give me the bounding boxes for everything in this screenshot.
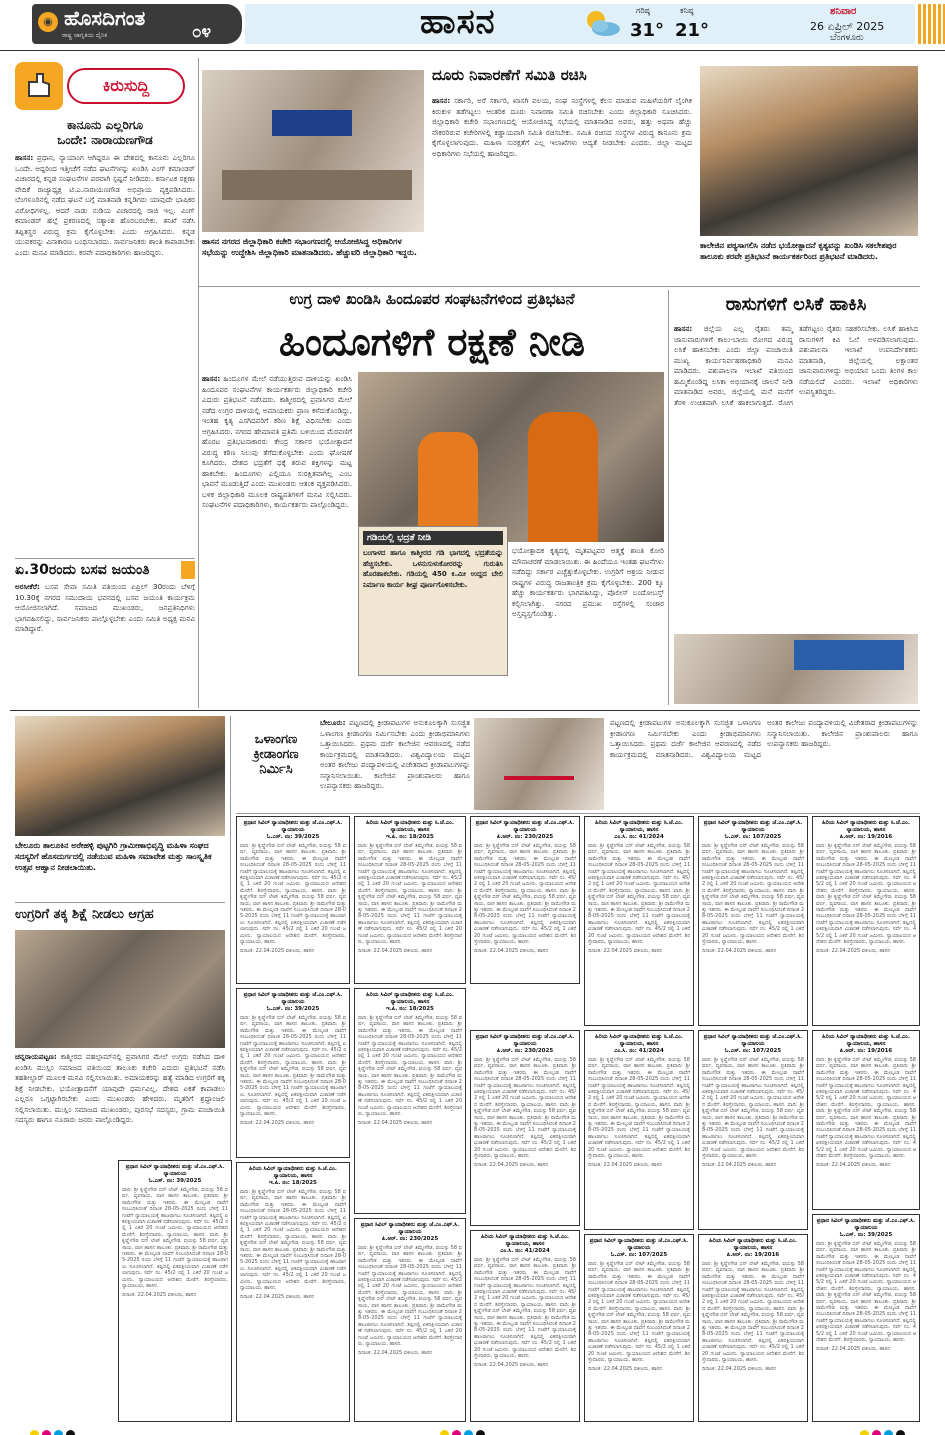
legal-notice-header: ಹಿರಿಯ ಸಿವಿಲ್ ನ್ಯಾಯಾಧೀಶರು ಮತ್ತು ಸಿ.ಜೆ.ಎಂ. ನ್ಯಾಯಾಲಯ, ಹಾಸನ	[595, 1034, 683, 1047]
legal-notice-footer: ದಿನಾಂಕ: 22.04.2025 ವಕೀಲರು, ಹಾಸನ	[474, 1161, 549, 1168]
date-day: ಶನಿವಾರ	[830, 6, 857, 17]
legal-notice-footer: ದಿನಾಂಕ: 22.04.2025 ವಕೀಲರು, ಹಾಸನ	[816, 947, 891, 954]
legal-notice-footer: ದಿನಾಂಕ: 22.04.2025 ವಕೀಲರು, ಹಾಸನ	[702, 1365, 777, 1372]
stadium-body: ಪಟ್ಟಣದಲ್ಲಿ ಕ್ರೀಡಾಪಟುಗಳ ಅನುಕೂಲಕ್ಕಾಗಿ ಸುಸಜ್ಜಿತ ಒಳಾಂಗಣ ಕ್ರೀಡಾಂಗಣ ನಿರ್ಮಿಸಬೇಕು ಎಂದು ಕ್ರೀಡಾಭಿಮಾನಿಗಳು ಒತ್ತಾಯಿಸಿದರು. ಪ್ರಥಮ ದರ್ಜೆ ಕಾಲೇಜಿನ ಆವರಣದಲ್ಲಿ ನಡೆದ ಕಾರ್ಯಕ್ರಮದಲ್ಲಿ ಮಾತನಾಡಿದರು. ವಿಶ್ವವಿದ್ಯಾಲಯ ಮಟ್ಟದ ಅಂತರ ಕಾಲೇಜು ಪಂದ್ಯಾವಳಿಯಲ್ಲಿ ವಿಜೇತರಾದ ಕ್ರೀಡಾಪಟುಗಳನ್ನು ಸನ್ಮಾನಿಸಲಾಯಿತು. ಕಾಲೇಜಿನ ಪ್ರಾಂಶುಪಾಲರು ಹಾಗೂ ಉಪನ್ಯಾಸಕರು ಹಾಜರಿದ್ದರು.	[320, 718, 470, 790]
fold-divider	[10, 710, 920, 711]
temp-max: 31°	[630, 20, 665, 41]
date-full: 26 ಏಪ್ರಿಲ್ 2025	[810, 20, 885, 33]
kirusuddi-banner	[15, 62, 185, 110]
kirusuddi-headline-2: ಒಂದೇ: ನಾರಾಯಣಗೌಡ	[57, 133, 153, 147]
legal-notice-body: ವಾದಿ: ಶ್ರೀ ಕೃಷ್ಣೇಗೌಡ ಬಿನ್ ಲೇಟ್ ತಿಮ್ಮೇಗೌಡ, ವಯಸ್ಸು 58 ವರ್ಷ, ವ್ಯವಸಾಯ, ವಾಸ ಹಾಸನ ತಾಲೂಕು. ಪ್ರತಿವಾದಿ: ಶ್ರೀ ರಾಮೇಗೌಡ ಮತ್ತು ಇತರರು. ಈ ಮೇಲ್ಕಂಡ ದಾವೆಗೆ ಸಂಬಂಧಿಸಿದಂತೆ ದಿನಾಂಕ 28-05-2025 ರಂದು ಬೆಳಿಗ್ಗೆ 11 ಗಂಟೆಗೆ ನ್ಯಾಯಾಲಯಕ್ಕೆ ಹಾಜರಾಗಲು ಸೂಚಿಸಲಾಗಿದೆ. ತಪ್ಪಿದಲ್ಲಿ ಏಕಪಕ್ಷೀಯವಾಗಿ ವಿಚಾರಣೆ ನಡೆಸಲಾಗುವುದು. ಸರ್ವೆ ನಂ. 45/2 ರಲ್ಲಿ 1 ಎಕರೆ 20 ಗುಂಟೆ ಜಮೀನು. ನ್ಯಾಯಾಲಯದ ಆದೇಶದ ಮೇರೆಗೆ. ಶಿರಸ್ತೇದಾರರು, ನ್ಯಾಯಾಲಯ, ಹಾಸನ. ವಾದಿ: ಶ್ರೀ ಕೃಷ್ಣೇಗೌಡ ಬಿನ್ ಲೇಟ್ ತಿಮ್ಮೇಗೌಡ, ವಯಸ್ಸು 58 ವರ್ಷ, ವ್ಯವಸಾಯ, ವಾಸ ಹಾಸನ ತಾಲೂಕು. ಪ್ರತಿವಾದಿ: ಶ್ರೀ ರಾಮೇಗೌಡ ಮತ್ತು ಇತರರು. ಈ ಮೇಲ್ಕಂಡ ದಾವೆಗೆ ಸಂಬಂಧಿಸಿದಂತೆ ದಿನಾಂಕ 28-05-2025 ರಂದು ಬೆಳಿಗ್ಗೆ 11 ಗಂಟೆಗೆ ನ್ಯಾಯಾಲಯಕ್ಕೆ ಹಾಜರಾಗಲು ಸೂಚಿಸಲಾಗಿದೆ. ತಪ್ಪಿದಲ್ಲಿ ಏಕಪಕ್ಷೀಯವಾಗಿ ವಿಚಾರಣೆ ನಡೆಸಲಾಗುವುದು. ಸರ್ವೆ ನಂ. 45/2 ರಲ್ಲಿ 1 ಎಕರೆ 20 ಗುಂಟೆ ಜಮೀನು. ನ್ಯಾಯಾಲಯದ ಆದೇಶದ ಮೇರೆಗೆ. ಶಿರಸ್ತೇದಾರರು, ನ್ಯಾಯಾಲಯ, ಹಾಸನ.	[358, 843, 463, 946]
committee-dateline: ಹಾಸನ:	[432, 96, 451, 105]
legal-notice	[354, 988, 466, 1214]
legal-notice-header: ಪ್ರಧಾನ ಸಿವಿಲ್ ನ್ಯಾಯಾಧೀಶರು ಮತ್ತು ಜೆ.ಎಂ.ಎಫ್.ಸಿ. ನ್ಯಾಯಾಲಯ	[125, 1164, 225, 1177]
logo-emblem-icon: ◉	[38, 12, 58, 32]
protest-photo-right-caption: ಕಾಲೇಜಿನ ಪಠ್ಯಸಾಗಲಿಸಿ ನಡೆದ ಭಯೋತ್ಪಾದನೆ ಕೃತ್ಯವನ್ನು ಖಂಡಿಸಿ ಸಕಲೇಶಪುರ ತಾಲೂಕು ಕರವೇ ಪ್ರತಿಭಟನೆ ಕಾರ್ಯಕರ್ತರಿಂದ ಪ್ರತಿಭಟನೆ ಮಾಡಿದರು.	[700, 241, 897, 261]
legal-notice	[812, 1030, 920, 1210]
main-body-continued: ಭಯೋತ್ಪಾದಕ ಕೃತ್ಯದಲ್ಲಿ ಮೃತಪಟ್ಟವರ ಆತ್ಮಕ್ಕೆ ಶಾಂತಿ ಕೋರಿ ಮೌನಾಚರಣೆ ಮಾಡಲಾಯಿತು. ಈ ಹಿಂದೆಯೂ ಇಂತಹ ಘಟನೆಗಳು ನಡೆದಿದ್ದು ಸರ್ಕಾರ ಎಚ್ಚೆತ್ತುಕೊಳ್ಳಬೇಕು. ಉಗ್ರರಿಗೆ ಆಶ್ರಯ ನೀಡುವ ರಾಷ್ಟ್ರಗಳ ವಿರುದ್ಧ ರಾಜತಾಂತ್ರಿಕ ಕ್ರಮ ಕೈಗೊಳ್ಳಬೇಕು. 200 ಕ್ಕೂ ಹೆಚ್ಚು ಕಾರ್ಯಕರ್ತರು ಭಾಗವಹಿಸಿದ್ದು, ಪೊಲೀಸ್ ಬಂದೋಬಸ್ತ್ ಕಲ್ಪಿಸಲಾಗಿತ್ತು. ನಗರದ ಪ್ರಮುಖ ರಸ್ತೆಗಳಲ್ಲಿ ಸಂಚಾರ ಅಸ್ತವ್ಯಸ್ತಗೊಂಡಿತ್ತು.	[512, 546, 664, 618]
meeting-table	[222, 170, 412, 200]
legal-notice-body: ವಾದಿ: ಶ್ರೀ ಕೃಷ್ಣೇಗೌಡ ಬಿನ್ ಲೇಟ್ ತಿಮ್ಮೇಗೌಡ, ವಯಸ್ಸು 58 ವರ್ಷ, ವ್ಯವಸಾಯ, ವಾಸ ಹಾಸನ ತಾಲೂಕು. ಪ್ರತಿವಾದಿ: ಶ್ರೀ ರಾಮೇಗೌಡ ಮತ್ತು ಇತರರು. ಈ ಮೇಲ್ಕಂಡ ದಾವೆಗೆ ಸಂಬಂಧಿಸಿದಂತೆ ದಿನಾಂಕ 28-05-2025 ರಂದು ಬೆಳಿಗ್ಗೆ 11 ಗಂಟೆಗೆ ನ್ಯಾಯಾಲಯಕ್ಕೆ ಹಾಜರಾಗಲು ಸೂಚಿಸಲಾಗಿದೆ. ತಪ್ಪಿದಲ್ಲಿ ಏಕಪಕ್ಷೀಯವಾಗಿ ವಿಚಾರಣೆ ನಡೆಸಲಾಗುವುದು. ಸರ್ವೆ ನಂ. 45/2 ರಲ್ಲಿ 1 ಎಕರೆ 20 ಗುಂಟೆ ಜಮೀನು. ನ್ಯಾಯಾಲಯದ ಆದೇಶದ ಮೇರೆಗೆ. ಶಿರಸ್ತೇದಾರರು, ನ್ಯಾಯಾಲಯ, ಹಾಸನ. ವಾದಿ: ಶ್ರೀ ಕೃಷ್ಣೇಗೌಡ ಬಿನ್ ಲೇಟ್ ತಿಮ್ಮೇಗೌಡ, ವಯಸ್ಸು 58 ವರ್ಷ, ವ್ಯವಸಾಯ, ವಾಸ ಹಾಸನ ತಾಲೂಕು. ಪ್ರತಿವಾದಿ: ಶ್ರೀ ರಾಮೇಗೌಡ ಮತ್ತು ಇತರರು. ಈ ಮೇಲ್ಕಂಡ ದಾವೆಗೆ ಸಂಬಂಧಿಸಿದಂತೆ ದಿನಾಂಕ 28-05-2025 ರಂದು ಬೆಳಿಗ್ಗೆ 11 ಗಂಟೆಗೆ ನ್ಯಾಯಾಲಯಕ್ಕೆ ಹಾಜರಾಗಲು ಸೂಚಿಸಲಾಗಿದೆ. ತಪ್ಪಿದಲ್ಲಿ ಏಕಪಕ್ಷೀಯವಾಗಿ ವಿಚಾರಣೆ ನಡೆಸಲಾಗುವುದು. ಸರ್ವೆ ನಂ. 45/2 ರಲ್ಲಿ 1 ಎಕರೆ 20 ಗುಂಟೆ ಜಮೀನು. ನ್ಯಾಯಾಲಯದ ಆದೇಶದ ಮೇರೆಗೆ. ಶಿರಸ್ತೇದಾರರು, ನ್ಯಾಯಾಲಯ, ಹಾಸನ.	[240, 1189, 346, 1292]
legal-notice-body: ವಾದಿ: ಶ್ರೀ ಕೃಷ್ಣೇಗೌಡ ಬಿನ್ ಲೇಟ್ ತಿಮ್ಮೇಗೌಡ, ವಯಸ್ಸು 58 ವರ್ಷ, ವ್ಯವಸಾಯ, ವಾಸ ಹಾಸನ ತಾಲೂಕು. ಪ್ರತಿವಾದಿ: ಶ್ರೀ ರಾಮೇಗೌಡ ಮತ್ತು ಇತರರು. ಈ ಮೇಲ್ಕಂಡ ದಾವೆಗೆ ಸಂಬಂಧಿಸಿದಂತೆ ದಿನಾಂಕ 28-05-2025 ರಂದು ಬೆಳಿಗ್ಗೆ 11 ಗಂಟೆಗೆ ನ್ಯಾಯಾಲಯಕ್ಕೆ ಹಾಜರಾಗಲು ಸೂಚಿಸಲಾಗಿದೆ. ತಪ್ಪಿದಲ್ಲಿ ಏಕಪಕ್ಷೀಯವಾಗಿ ವಿಚಾರಣೆ ನಡೆಸಲಾಗುವುದು. ಸರ್ವೆ ನಂ. 45/2 ರಲ್ಲಿ 1 ಎಕರೆ 20 ಗುಂಟೆ ಜಮೀನು. ನ್ಯಾಯಾಲಯದ ಆದೇಶದ ಮೇರೆಗೆ. ಶಿರಸ್ತೇದಾರರು, ನ್ಯಾಯಾಲಯ, ಹಾಸನ. ವಾದಿ: ಶ್ರೀ ಕೃಷ್ಣೇಗೌಡ ಬಿನ್ ಲೇಟ್ ತಿಮ್ಮೇಗೌಡ, ವಯಸ್ಸು 58 ವರ್ಷ, ವ್ಯವಸಾಯ, ವಾಸ ಹಾಸನ ತಾಲೂಕು. ಪ್ರತಿವಾದಿ: ಶ್ರೀ ರಾಮೇಗೌಡ ಮತ್ತು ಇತರರು. ಈ ಮೇಲ್ಕಂಡ ದಾವೆಗೆ ಸಂಬಂಧಿಸಿದಂತೆ ದಿನಾಂಕ 28-05-2025 ರಂದು ಬೆಳಿಗ್ಗೆ 11 ಗಂಟೆಗೆ ನ್ಯಾಯಾಲಯಕ್ಕೆ ಹಾಜರಾಗಲು ಸೂಚಿಸಲಾಗಿದೆ. ತಪ್ಪಿದಲ್ಲಿ ಏಕಪಕ್ಷೀಯವಾಗಿ ವಿಚಾರಣೆ ನಡೆಸಲಾಗುವುದು. ಸರ್ವೆ ನಂ. 45/2 ರಲ್ಲಿ 1 ಎಕರೆ 20 ಗುಂಟೆ ಜಮೀನು. ನ್ಯಾಯಾಲಯದ ಆದೇಶದ ಮೇರೆಗೆ. ಶಿರಸ್ತೇದಾರರು, ನ್ಯಾಯಾಲಯ, ಹಾಸನ.	[358, 1245, 463, 1348]
punishment-body: ಕಾಶ್ಮೀರದ ಪಹಲ್ಗಾಮ್‌ನಲ್ಲಿ ಪ್ರವಾಸಿಗರ ಮೇಲೆ ಉಗ್ರರು ನಡೆಸಿದ ದಾಳಿ ಖಂಡಿಸಿ ಮುಸ್ಲಿಂ ಸಮಾಜದ ವತಿಯಿಂದ ತಾಲೂಕು ಕಚೇರಿ ಎದುರು ಪ್ರತಿಭಟನೆ ನಡೆಸಿ ತಹಶೀಲ್ದಾರ್ ಮೂಲಕ ಮನವಿ ಸಲ್ಲಿಸಲಾಯಿತು. ಅಮಾಯಕರನ್ನು ಹತ್ಯೆ ಮಾಡಿದ ಉಗ್ರರಿಗೆ ತಕ್ಕ ಶಿಕ್ಷೆ ನೀಡಬೇಕು. ಭಯೋತ್ಪಾದನೆಗೆ ಯಾವುದೇ ಧರ್ಮವಿಲ್ಲ. ದೇಶದ ಏಕತೆ ಕಾಪಾಡಲು ಎಲ್ಲರೂ ಒಗ್ಗಟ್ಟಾಗಿರಬೇಕು ಎಂದು ಮುಖಂಡರು ಹೇಳಿದರು. ಮೃತರಿಗೆ ಶ್ರದ್ಧಾಂಜಲಿ ಸಲ್ಲಿಸಲಾಯಿತು. ಮುಸ್ಲಿಂ ಸಮಾಜದ ಮುಖಂಡರು, ಪುರಸಭೆ ಸದಸ್ಯರು, ಗ್ರಾಮ ಪಂಚಾಯಿತಿ ಸದಸ್ಯರು ಹಾಗೂ ನೂರಾರು ಜನರು ಪಾಲ್ಗೊಂಡಿದ್ದರು.	[15, 1052, 225, 1124]
legal-notice-case-number: ಇ.ಪಿ. ನಂ: 18/2025	[386, 1006, 434, 1012]
legal-notice-case-number: ಪಿ.ಅ‌ರ್. ನಂ: 19/2016	[839, 1048, 893, 1054]
paper-tagline: ರಾಷ್ಟ್ರ ಜಾಗೃತಿಯ ದೈನಿಕ	[62, 32, 108, 39]
kirusuddi-label: ಕಿರುಸುದ್ದಿ	[67, 68, 185, 104]
legal-notice-case-number: ಪಿ.ಆ‌ರ್. ನಂ: 230/2025	[381, 1236, 439, 1242]
punishment-dateline: ಚನ್ನರಾಯಪಟ್ಟಣ:	[15, 1052, 57, 1061]
legal-notice-body: ವಾದಿ: ಶ್ರೀ ಕೃಷ್ಣೇಗೌಡ ಬಿನ್ ಲೇಟ್ ತಿಮ್ಮೇಗೌಡ, ವಯಸ್ಸು 58 ವರ್ಷ, ವ್ಯವಸಾಯ, ವಾಸ ಹಾಸನ ತಾಲೂಕು. ಪ್ರತಿವಾದಿ: ಶ್ರೀ ರಾಮೇಗೌಡ ಮತ್ತು ಇತರರು. ಈ ಮೇಲ್ಕಂಡ ದಾವೆಗೆ ಸಂಬಂಧಿಸಿದಂತೆ ದಿನಾಂಕ 28-05-2025 ರಂದು ಬೆಳಿಗ್ಗೆ 11 ಗಂಟೆಗೆ ನ್ಯಾಯಾಲಯಕ್ಕೆ ಹಾಜರಾಗಲು ಸೂಚಿಸಲಾಗಿದೆ. ತಪ್ಪಿದಲ್ಲಿ ಏಕಪಕ್ಷೀಯವಾಗಿ ವಿಚಾರಣೆ ನಡೆಸಲಾಗುವುದು. ಸರ್ವೆ ನಂ. 45/2 ರಲ್ಲಿ 1 ಎಕರೆ 20 ಗುಂಟೆ ಜಮೀನು. ನ್ಯಾಯಾಲಯದ ಆದೇಶದ ಮೇರೆಗೆ. ಶಿರಸ್ತೇದಾರರು, ನ್ಯಾಯಾಲಯ, ಹಾಸನ. ವಾದಿ: ಶ್ರೀ ಕೃಷ್ಣೇಗೌಡ ಬಿನ್ ಲೇಟ್ ತಿಮ್ಮೇಗೌಡ, ವಯಸ್ಸು 58 ವರ್ಷ, ವ್ಯವಸಾಯ, ವಾಸ ಹಾಸನ ತಾಲೂಕು. ಪ್ರತಿವಾದಿ: ಶ್ರೀ ರಾಮೇಗೌಡ ಮತ್ತು ಇತರರು. ಈ ಮೇಲ್ಕಂಡ ದಾವೆಗೆ ಸಂಬಂಧಿಸಿದಂತೆ ದಿನಾಂಕ 28-05-2025 ರಂದು ಬೆಳಿಗ್ಗೆ 11 ಗಂಟೆಗೆ ನ್ಯಾಯಾಲಯಕ್ಕೆ ಹಾಜರಾಗಲು ಸೂಚಿಸಲಾಗಿದೆ. ತಪ್ಪಿದಲ್ಲಿ ಏಕಪಕ್ಷೀಯವಾಗಿ ವಿಚಾರಣೆ ನಡೆಸಲಾಗುವುದು. ಸರ್ವೆ ನಂ. 45/2 ರಲ್ಲಿ 1 ಎಕರೆ 20 ಗುಂಟೆ ಜಮೀನು. ನ್ಯಾಯಾಲಯದ ಆದೇಶದ ಮೇರೆಗೆ. ಶಿರಸ್ತೇದಾರರು, ನ್ಯಾಯಾಲಯ, ಹಾಸನ.	[702, 1057, 804, 1160]
stadium-headline-3: ನಿರ್ಮಿಸಿ	[259, 762, 293, 777]
basava-article	[15, 582, 195, 707]
legal-notice-case-number: ಓ.ಎಸ್. ನಂ: 39/2025	[266, 1006, 320, 1012]
legal-notice	[236, 1162, 350, 1422]
legal-notice-header: ಪ್ರಧಾನ ಸಿವಿಲ್ ನ್ಯಾಯಾಧೀಶರು ಮತ್ತು ಜೆ.ಎಂ.ಎಫ್.ಸಿ. ನ್ಯಾಯಾಲಯ	[475, 1034, 575, 1047]
kirusuddi-headline-1: ಕಾನೂನು ಎಲ್ಲರಿಗೂ	[66, 118, 144, 132]
saffron-scarf-2	[528, 412, 598, 542]
legal-notice-header: ಹಿರಿಯ ಸಿವಿಲ್ ನ್ಯಾಯಾಧೀಶರು ಮತ್ತು ಸಿ.ಜೆ.ಎಂ. ನ್ಯಾಯಾಲಯ, ಹಾಸನ	[249, 1166, 337, 1179]
main-headline: ಹಿಂದೂಗಳಿಗೆ ರಕ್ಷಣೆ ನೀಡಿ	[279, 320, 585, 364]
temp-min: 21°	[675, 20, 710, 41]
pointing-hand-icon	[15, 62, 63, 110]
legal-notice-header: ಪ್ರಧಾನ ಸಿವಿಲ್ ನ್ಯಾಯಾಧೀಶರು ಮತ್ತು ಜೆ.ಎಂ.ಎಫ್.ಸಿ. ನ್ಯಾಯಾಲಯ	[589, 1238, 689, 1251]
stadium-photo	[474, 718, 604, 810]
legal-notice	[354, 1218, 466, 1422]
legal-notice-footer: ದಿನಾಂಕ: 22.04.2025 ವಕೀಲರು, ಹಾಸನ	[816, 1345, 891, 1352]
legal-notice-case-number: ಓ.ಎಸ್. ನಂ: 39/2025	[839, 1232, 893, 1238]
committee-body: ಸರ್ಕಾರಿ, ಅರೆ ಸರ್ಕಾರಿ, ಖಾಸಗಿ ವಲಯ, ಸಂಘ ಸಂಸ್ಥೆಗಳಲ್ಲಿ ಕೆಲಸ ಮಾಡುವ ಮಹಿಳೆಯರಿಗೆ ಲೈಂಗಿಕ ಕಿರುಕುಳ ತಡೆಗಟ್ಟಲು ಆಂತರಿಕ ದೂರು ನಿವಾರಣಾ ಸಮಿತಿ ರಚಿಸಬೇಕು ಎಂದು ಜಿಲ್ಲಾಧಿಕಾರಿ ಸೂಚಿಸಿದರು. ಜಿಲ್ಲಾಧಿಕಾರಿ ಕಚೇರಿ ಸಭಾಂಗಣದಲ್ಲಿ ಆಯೋಜಿಸಿದ್ದ ಸಭೆಯಲ್ಲಿ ಮಾತನಾಡಿದ ಅವರು, ಹತ್ತು ಅಥವಾ ಹೆಚ್ಚು ನೌಕರರಿರುವ ಕಚೇರಿಗಳಲ್ಲಿ ಕಡ್ಡಾಯವಾಗಿ ಸಮಿತಿ ರಚಿಸಬೇಕು. ಸಮಿತಿ ರಚಿಸದ ಸಂಸ್ಥೆಗಳ ವಿರುದ್ಧ ಕಾನೂನು ಕ್ರಮ ಕೈಗೊಳ್ಳಲಾಗುವುದು. ಮಹಿಳಾ ಸುರಕ್ಷತೆಗೆ ಎಲ್ಲ ಇಲಾಖೆಗಳು ಆದ್ಯತೆ ನೀಡಬೇಕು ಎಂದರು. ಜಿಲ್ಲಾ ಮಟ್ಟದ ಅಧಿಕಾರಿಗಳು ಸಭೆಯಲ್ಲಿ ಹಾಜರಿದ್ದರು.	[432, 96, 692, 158]
legal-notice-body: ವಾದಿ: ಶ್ರೀ ಕೃಷ್ಣೇಗೌಡ ಬಿನ್ ಲೇಟ್ ತಿಮ್ಮೇಗೌಡ, ವಯಸ್ಸು 58 ವರ್ಷ, ವ್ಯವಸಾಯ, ವಾಸ ಹಾಸನ ತಾಲೂಕು. ಪ್ರತಿವಾದಿ: ಶ್ರೀ ರಾಮೇಗೌಡ ಮತ್ತು ಇತರರು. ಈ ಮೇಲ್ಕಂಡ ದಾವೆಗೆ ಸಂಬಂಧಿಸಿದಂತೆ ದಿನಾಂಕ 28-05-2025 ರಂದು ಬೆಳಿಗ್ಗೆ 11 ಗಂಟೆಗೆ ನ್ಯಾಯಾಲಯಕ್ಕೆ ಹಾಜರಾಗಲು ಸೂಚಿಸಲಾಗಿದೆ. ತಪ್ಪಿದಲ್ಲಿ ಏಕಪಕ್ಷೀಯವಾಗಿ ವಿಚಾರಣೆ ನಡೆಸಲಾಗುವುದು. ಸರ್ವೆ ನಂ. 45/2 ರಲ್ಲಿ 1 ಎಕರೆ 20 ಗುಂಟೆ ಜಮೀನು. ನ್ಯಾಯಾಲಯದ ಆದೇಶದ ಮೇರೆಗೆ. ಶಿರಸ್ತೇದಾರರು, ನ್ಯಾಯಾಲಯ, ಹಾಸನ. ವಾದಿ: ಶ್ರೀ ಕೃಷ್ಣೇಗೌಡ ಬಿನ್ ಲೇಟ್ ತಿಮ್ಮೇಗೌಡ, ವಯಸ್ಸು 58 ವರ್ಷ, ವ್ಯವಸಾಯ, ವಾಸ ಹಾಸನ ತಾಲೂಕು. ಪ್ರತಿವಾದಿ: ಶ್ರೀ ರಾಮೇಗೌಡ ಮತ್ತು ಇತರರು. ಈ ಮೇಲ್ಕಂಡ ದಾವೆಗೆ ಸಂಬಂಧಿಸಿದಂತೆ ದಿನಾಂಕ 28-05-2025 ರಂದು ಬೆಳಿಗ್ಗೆ 11 ಗಂಟೆಗೆ ನ್ಯಾಯಾಲಯಕ್ಕೆ ಹಾಜರಾಗಲು ಸೂಚಿಸಲಾಗಿದೆ. ತಪ್ಪಿದಲ್ಲಿ ಏಕಪಕ್ಷೀಯವಾಗಿ ವಿಚಾರಣೆ ನಡೆಸಲಾಗುವುದು. ಸರ್ವೆ ನಂ. 45/2 ರಲ್ಲಿ 1 ಎಕರೆ 20 ಗುಂಟೆ ಜಮೀನು. ನ್ಯಾಯಾಲಯದ ಆದೇಶದ ಮೇರೆಗೆ. ಶಿರಸ್ತೇದಾರರು, ನ್ಯಾಯಾಲಯ, ಹಾಸನ.	[588, 1057, 690, 1160]
main-article	[202, 374, 352, 704]
legal-notice-case-number: ಪಿ.ಅ‌ರ್. ನಂ: 19/2016	[726, 1252, 780, 1258]
kirusuddi-body: ಪ್ರಧಾನ, ನ್ಯಾಯಾಂಗ ಆಗಿದ್ದರೂ ಈ ದೇಶದಲ್ಲಿ ಕಾನೂನು ಎಲ್ಲರಿಗೂ ಒಂದೇ. ಆದ್ದರಿಂದ ಇತ್ತೀಚೆಗೆ ನಡೆದ ಘಟನೆಗಳನ್ನು ಖಂಡಿಸಿ ವಿಂಗ್ ಕಮಾಂಡರ್ ವಿಚಾರದಲ್ಲಿ ಕನ್ನಡ ಸಂಘಟನೆಗಳ ಪರವಾಗಿ ಸ್ಪಷ್ಟನೆ ನೀಡಿದರು. ಕರ್ನಾಟಕ ರಕ್ಷಣಾ ವೇದಿಕೆ ರಾಜ್ಯಾಧ್ಯಕ್ಷ ಟಿ.ಎ.ನಾರಾಯಣಗೌಡ ಅಭಿಪ್ರಾಯ ವ್ಯಕ್ತಪಡಿಸಿದರು. ಬೆಂಗಳೂರಿನಲ್ಲಿ ನಡೆದ ಘಟನೆ ಬಗ್ಗೆ ಮಾತನಾಡಿ ಕನ್ನಡಿಗರು ಯಾವುದೇ ಭಾಷಿಕರ ವಿರೋಧಿಗಳಲ್ಲ. ಆದರೆ ನಾಡು ನುಡಿಯ ವಿಚಾರದಲ್ಲಿ ರಾಜಿ ಇಲ್ಲ. ವಿಂಗ್ ಕಮಾಂಡರ್ ಹಲ್ಲೆ ಪ್ರಕರಣದಲ್ಲಿ ಸತ್ಯಾಂಶ ಹೊರಬರಬೇಕು. ತನಿಖೆ ನಡೆಸಿ ತಪ್ಪಿತಸ್ಥರ ವಿರುದ್ಧ ಕ್ರಮ ಕೈಗೊಳ್ಳಬೇಕು ಎಂದು ಆಗ್ರಹಿಸಿದರು. ಕನ್ನಡ ಯುವಕರನ್ನು ವಿನಾಕಾರಣ ಬಂಧಿಸಬಾರದು. ಸಾರ್ವಜನಿಕರು ಶಾಂತಿ ಕಾಪಾಡಬೇಕು ಎಂದು ಮನವಿ ಮಾಡಿದರು. ಕರವೇ ಪದಾಧಿಕಾರಿಗಳು ಹಾಜರಿದ್ದರು.	[15, 153, 195, 257]
committee-article	[432, 96, 692, 282]
legal-notice	[698, 1030, 808, 1230]
stadium-headline-2: ಕ್ರೀಡಾಂಗಣ	[253, 747, 299, 762]
legal-notice-header: ಪ್ರಧಾನ ಸಿವಿಲ್ ನ್ಯಾಯಾಧೀಶರು ಮತ್ತು ಜೆ.ಎಂ.ಎಫ್.ಸಿ. ನ್ಯಾಯಾಲಯ	[703, 820, 803, 833]
partly-cloudy-icon	[580, 8, 624, 38]
legal-notice-body: ವಾದಿ: ಶ್ರೀ ಕೃಷ್ಣೇಗೌಡ ಬಿನ್ ಲೇಟ್ ತಿಮ್ಮೇಗೌಡ, ವಯಸ್ಸು 58 ವರ್ಷ, ವ್ಯವಸಾಯ, ವಾಸ ಹಾಸನ ತಾಲೂಕು. ಪ್ರತಿವಾದಿ: ಶ್ರೀ ರಾಮೇಗೌಡ ಮತ್ತು ಇತರರು. ಈ ಮೇಲ್ಕಂಡ ದಾವೆಗೆ ಸಂಬಂಧಿಸಿದಂತೆ ದಿನಾಂಕ 28-05-2025 ರಂದು ಬೆಳಿಗ್ಗೆ 11 ಗಂಟೆಗೆ ನ್ಯಾಯಾಲಯಕ್ಕೆ ಹಾಜರಾಗಲು ಸೂಚಿಸಲಾಗಿದೆ. ತಪ್ಪಿದಲ್ಲಿ ಏಕಪಕ್ಷೀಯವಾಗಿ ವಿಚಾರಣೆ ನಡೆಸಲಾಗುವುದು. ಸರ್ವೆ ನಂ. 45/2 ರಲ್ಲಿ 1 ಎಕರೆ 20 ಗುಂಟೆ ಜಮೀನು. ನ್ಯಾಯಾಲಯದ ಆದೇಶದ ಮೇರೆಗೆ. ಶಿರಸ್ತೇದಾರರು, ನ್ಯಾಯಾಲಯ, ಹಾಸನ. ವಾದಿ: ಶ್ರೀ ಕೃಷ್ಣೇಗೌಡ ಬಿನ್ ಲೇಟ್ ತಿಮ್ಮೇಗೌಡ, ವಯಸ್ಸು 58 ವರ್ಷ, ವ್ಯವಸಾಯ, ವಾಸ ಹಾಸನ ತಾಲೂಕು. ಪ್ರತಿವಾದಿ: ಶ್ರೀ ರಾಮೇಗೌಡ ಮತ್ತು ಇತರರು. ಈ ಮೇಲ್ಕಂಡ ದಾವೆಗೆ ಸಂಬಂಧಿಸಿದಂತೆ ದಿನಾಂಕ 28-05-2025 ರಂದು ಬೆಳಿಗ್ಗೆ 11 ಗಂಟೆಗೆ ನ್ಯಾಯಾಲಯಕ್ಕೆ ಹಾಜರಾಗಲು ಸೂಚಿಸಲಾಗಿದೆ. ತಪ್ಪಿದಲ್ಲಿ ಏಕಪಕ್ಷೀಯವಾಗಿ ವಿಚಾರಣೆ ನಡೆಸಲಾಗುವುದು. ಸರ್ವೆ ನಂ. 45/2 ರಲ್ಲಿ 1 ಎಕರೆ 20 ಗುಂಟೆ ಜಮೀನು. ನ್ಯಾಯಾಲಯದ ಆದೇಶದ ಮೇರೆಗೆ. ಶಿರಸ್ತೇದಾರರು, ನ್ಯಾಯಾಲಯ, ಹಾಸನ.	[474, 1257, 576, 1360]
legal-notice-header: ಹಿರಿಯ ಸಿವಿಲ್ ನ್ಯಾಯಾಧೀಶರು ಮತ್ತು ಸಿ.ಜೆ.ಎಂ. ನ್ಯಾಯಾಲಯ, ಹಾಸನ	[366, 820, 454, 833]
legal-notice-body: ವಾದಿ: ಶ್ರೀ ಕೃಷ್ಣೇಗೌಡ ಬಿನ್ ಲೇಟ್ ತಿಮ್ಮೇಗೌಡ, ವಯಸ್ಸು 58 ವರ್ಷ, ವ್ಯವಸಾಯ, ವಾಸ ಹಾಸನ ತಾಲೂಕು. ಪ್ರತಿವಾದಿ: ಶ್ರೀ ರಾಮೇಗೌಡ ಮತ್ತು ಇತರರು. ಈ ಮೇಲ್ಕಂಡ ದಾವೆಗೆ ಸಂಬಂಧಿಸಿದಂತೆ ದಿನಾಂಕ 28-05-2025 ರಂದು ಬೆಳಿಗ್ಗೆ 11 ಗಂಟೆಗೆ ನ್ಯಾಯಾಲಯಕ್ಕೆ ಹಾಜರಾಗಲು ಸೂಚಿಸಲಾಗಿದೆ. ತಪ್ಪಿದಲ್ಲಿ ಏಕಪಕ್ಷೀಯವಾಗಿ ವಿಚಾರಣೆ ನಡೆಸಲಾಗುವುದು. ಸರ್ವೆ ನಂ. 45/2 ರಲ್ಲಿ 1 ಎಕರೆ 20 ಗುಂಟೆ ಜಮೀನು. ನ್ಯಾಯಾಲಯದ ಆದೇಶದ ಮೇರೆಗೆ. ಶಿರಸ್ತೇದಾರರು, ನ್ಯಾಯಾಲಯ, ಹಾಸನ. ವಾದಿ: ಶ್ರೀ ಕೃಷ್ಣೇಗೌಡ ಬಿನ್ ಲೇಟ್ ತಿಮ್ಮೇಗೌಡ, ವಯಸ್ಸು 58 ವರ್ಷ, ವ್ಯವಸಾಯ, ವಾಸ ಹಾಸನ ತಾಲೂಕು. ಪ್ರತಿವಾದಿ: ಶ್ರೀ ರಾಮೇಗೌಡ ಮತ್ತು ಇತರರು. ಈ ಮೇಲ್ಕಂಡ ದಾವೆಗೆ ಸಂಬಂಧಿಸಿದಂತೆ ದಿನಾಂಕ 28-05-2025 ರಂದು ಬೆಳಿಗ್ಗೆ 11 ಗಂಟೆಗೆ ನ್ಯಾಯಾಲಯಕ್ಕೆ ಹಾಜರಾಗಲು ಸೂಚಿಸಲಾಗಿದೆ. ತಪ್ಪಿದಲ್ಲಿ ಏಕಪಕ್ಷೀಯವಾಗಿ ವಿಚಾರಣೆ ನಡೆಸಲಾಗುವುದು. ಸರ್ವೆ ನಂ. 45/2 ರಲ್ಲಿ 1 ಎಕರೆ 20 ಗುಂಟೆ ಜಮೀನು. ನ್ಯಾಯಾಲಯದ ಆದೇಶದ ಮೇರೆಗೆ. ಶಿರಸ್ತೇದಾರರು, ನ್ಯಾಯಾಲಯ, ಹಾಸನ.	[474, 1057, 576, 1160]
legal-notice-case-number: ಓ.ಎಸ್. ನಂ: 107/2025	[724, 834, 782, 840]
legal-notice-case-number: ಓ.ಎಸ್. ನಂ: 107/2025	[610, 1252, 668, 1258]
legal-notice	[812, 1214, 920, 1422]
legal-notice-case-number: ಓ.ಎಸ್. ನಂ: 107/2025	[724, 1048, 782, 1054]
legal-notice-footer: ದಿನಾಂಕ: 22.04.2025 ವಕೀಲರು, ಹಾಸನ	[240, 1293, 315, 1300]
legal-notice-case-number: ಎಂ.ಸಿ. ನಂ: 41/2024	[500, 1248, 550, 1254]
kirusuddi-article	[15, 153, 195, 553]
orange-marker	[181, 561, 195, 579]
paper-logo	[32, 4, 242, 44]
page-number: ೦೪	[192, 22, 212, 42]
legal-notice-body: ವಾದಿ: ಶ್ರೀ ಕೃಷ್ಣೇಗೌಡ ಬಿನ್ ಲೇಟ್ ತಿಮ್ಮೇಗೌಡ, ವಯಸ್ಸು 58 ವರ್ಷ, ವ್ಯವಸಾಯ, ವಾಸ ಹಾಸನ ತಾಲೂಕು. ಪ್ರತಿವಾದಿ: ಶ್ರೀ ರಾಮೇಗೌಡ ಮತ್ತು ಇತರರು. ಈ ಮೇಲ್ಕಂಡ ದಾವೆಗೆ ಸಂಬಂಧಿಸಿದಂತೆ ದಿನಾಂಕ 28-05-2025 ರಂದು ಬೆಳಿಗ್ಗೆ 11 ಗಂಟೆಗೆ ನ್ಯಾಯಾಲಯಕ್ಕೆ ಹಾಜರಾಗಲು ಸೂಚಿಸಲಾಗಿದೆ. ತಪ್ಪಿದಲ್ಲಿ ಏಕಪಕ್ಷೀಯವಾಗಿ ವಿಚಾರಣೆ ನಡೆಸಲಾಗುವುದು. ಸರ್ವೆ ನಂ. 45/2 ರಲ್ಲಿ 1 ಎಕರೆ 20 ಗುಂಟೆ ಜಮೀನು. ನ್ಯಾಯಾಲಯದ ಆದೇಶದ ಮೇರೆಗೆ. ಶಿರಸ್ತೇದಾರರು, ನ್ಯಾಯಾಲಯ, ಹಾಸನ. ವಾದಿ: ಶ್ರೀ ಕೃಷ್ಣೇಗೌಡ ಬಿನ್ ಲೇಟ್ ತಿಮ್ಮೇಗೌಡ, ವಯಸ್ಸು 58 ವರ್ಷ, ವ್ಯವಸಾಯ, ವಾಸ ಹಾಸನ ತಾಲೂಕು. ಪ್ರತಿವಾದಿ: ಶ್ರೀ ರಾಮೇಗೌಡ ಮತ್ತು ಇತರರು. ಈ ಮೇಲ್ಕಂಡ ದಾವೆಗೆ ಸಂಬಂಧಿಸಿದಂತೆ ದಿನಾಂಕ 28-05-2025 ರಂದು ಬೆಳಿಗ್ಗೆ 11 ಗಂಟೆಗೆ ನ್ಯಾಯಾಲಯಕ್ಕೆ ಹಾಜರಾಗಲು ಸೂಚಿಸಲಾಗಿದೆ. ತಪ್ಪಿದಲ್ಲಿ ಏಕಪಕ್ಷೀಯವಾಗಿ ವಿಚಾರಣೆ ನಡೆಸಲಾಗುವುದು. ಸರ್ವೆ ನಂ. 45/2 ರಲ್ಲಿ 1 ಎಕರೆ 20 ಗುಂಟೆ ಜಮೀನು. ನ್ಯಾಯಾಲಯದ ಆದೇಶದ ಮೇರೆಗೆ. ಶಿರಸ್ತೇದಾರರು, ನ್ಯಾಯಾಲಯ, ಹಾಸನ.	[816, 843, 916, 946]
stadium-headline	[236, 718, 316, 810]
legal-notice-body: ವಾದಿ: ಶ್ರೀ ಕೃಷ್ಣೇಗೌಡ ಬಿನ್ ಲೇಟ್ ತಿಮ್ಮೇಗೌಡ, ವಯಸ್ಸು 58 ವರ್ಷ, ವ್ಯವಸಾಯ, ವಾಸ ಹಾಸನ ತಾಲೂಕು. ಪ್ರತಿವಾದಿ: ಶ್ರೀ ರಾಮೇಗೌಡ ಮತ್ತು ಇತರರು. ಈ ಮೇಲ್ಕಂಡ ದಾವೆಗೆ ಸಂಬಂಧಿಸಿದಂತೆ ದಿನಾಂಕ 28-05-2025 ರಂದು ಬೆಳಿಗ್ಗೆ 11 ಗಂಟೆಗೆ ನ್ಯಾಯಾಲಯಕ್ಕೆ ಹಾಜರಾಗಲು ಸೂಚಿಸಲಾಗಿದೆ. ತಪ್ಪಿದಲ್ಲಿ ಏಕಪಕ್ಷೀಯವಾಗಿ ವಿಚಾರಣೆ ನಡೆಸಲಾಗುವುದು. ಸರ್ವೆ ನಂ. 45/2 ರಲ್ಲಿ 1 ಎಕರೆ 20 ಗುಂಟೆ ಜಮೀನು. ನ್ಯಾಯಾಲಯದ ಆದೇಶದ ಮೇರೆಗೆ. ಶಿರಸ್ತೇದಾರರು, ನ್ಯಾಯಾಲಯ, ಹಾಸನ. ವಾದಿ: ಶ್ರೀ ಕೃಷ್ಣೇಗೌಡ ಬಿನ್ ಲೇಟ್ ತಿಮ್ಮೇಗೌಡ, ವಯಸ್ಸು 58 ವರ್ಷ, ವ್ಯವಸಾಯ, ವಾಸ ಹಾಸನ ತಾಲೂಕು. ಪ್ರತಿವಾದಿ: ಶ್ರೀ ರಾಮೇಗೌಡ ಮತ್ತು ಇತರರು. ಈ ಮೇಲ್ಕಂಡ ದಾವೆಗೆ ಸಂಬಂಧಿಸಿದಂತೆ ದಿನಾಂಕ 28-05-2025 ರಂದು ಬೆಳಿಗ್ಗೆ 11 ಗಂಟೆಗೆ ನ್ಯಾಯಾಲಯಕ್ಕೆ ಹಾಜರಾಗಲು ಸೂಚಿಸಲಾಗಿದೆ. ತಪ್ಪಿದಲ್ಲಿ ಏಕಪಕ್ಷೀಯವಾಗಿ ವಿಚಾರಣೆ ನಡೆಸಲಾಗುವುದು. ಸರ್ವೆ ನಂ. 45/2 ರಲ್ಲಿ 1 ಎಕರೆ 20 ಗುಂಟೆ ಜಮೀನು. ನ್ಯಾಯಾಲಯದ ಆದೇಶದ ಮೇರೆಗೆ. ಶಿರಸ್ತೇದಾರರು, ನ್ಯಾಯಾಲಯ, ಹಾಸನ.	[474, 843, 576, 946]
legal-notice-body: ವಾದಿ: ಶ್ರೀ ಕೃಷ್ಣೇಗೌಡ ಬಿನ್ ಲೇಟ್ ತಿಮ್ಮೇಗೌಡ, ವಯಸ್ಸು 58 ವರ್ಷ, ವ್ಯವಸಾಯ, ವಾಸ ಹಾಸನ ತಾಲೂಕು. ಪ್ರತಿವಾದಿ: ಶ್ರೀ ರಾಮೇಗೌಡ ಮತ್ತು ಇತರರು. ಈ ಮೇಲ್ಕಂಡ ದಾವೆಗೆ ಸಂಬಂಧಿಸಿದಂತೆ ದಿನಾಂಕ 28-05-2025 ರಂದು ಬೆಳಿಗ್ಗೆ 11 ಗಂಟೆಗೆ ನ್ಯಾಯಾಲಯಕ್ಕೆ ಹಾಜರಾಗಲು ಸೂಚಿಸಲಾಗಿದೆ. ತಪ್ಪಿದಲ್ಲಿ ಏಕಪಕ್ಷೀಯವಾಗಿ ವಿಚಾರಣೆ ನಡೆಸಲಾಗುವುದು. ಸರ್ವೆ ನಂ. 45/2 ರಲ್ಲಿ 1 ಎಕರೆ 20 ಗುಂಟೆ ಜಮೀನು. ನ್ಯಾಯಾಲಯದ ಆದೇಶದ ಮೇರೆಗೆ. ಶಿರಸ್ತೇದಾರರು, ನ್ಯಾಯಾಲಯ, ಹಾಸನ. ವಾದಿ: ಶ್ರೀ ಕೃಷ್ಣೇಗೌಡ ಬಿನ್ ಲೇಟ್ ತಿಮ್ಮೇಗೌಡ, ವಯಸ್ಸು 58 ವರ್ಷ, ವ್ಯವಸಾಯ, ವಾಸ ಹಾಸನ ತಾಲೂಕು. ಪ್ರತಿವಾದಿ: ಶ್ರೀ ರಾಮೇಗೌಡ ಮತ್ತು ಇತರರು. ಈ ಮೇಲ್ಕಂಡ ದಾವೆಗೆ ಸಂಬಂಧಿಸಿದಂತೆ ದಿನಾಂಕ 28-05-2025 ರಂದು ಬೆಳಿಗ್ಗೆ 11 ಗಂಟೆಗೆ ನ್ಯಾಯಾಲಯಕ್ಕೆ ಹಾಜರಾಗಲು ಸೂಚಿಸಲಾಗಿದೆ. ತಪ್ಪಿದಲ್ಲಿ ಏಕಪಕ್ಷೀಯವಾಗಿ ವಿಚಾರಣೆ ನಡೆಸಲಾಗುವುದು. ಸರ್ವೆ ನಂ. 45/2 ರಲ್ಲಿ 1 ಎಕರೆ 20 ಗುಂಟೆ ಜಮೀನು. ನ್ಯಾಯಾಲಯದ ಆದೇಶದ ಮೇರೆಗೆ. ಶಿರಸ್ತೇದಾರರು, ನ್ಯಾಯಾಲಯ, ಹಾಸನ.	[702, 1261, 804, 1364]
legal-notice	[236, 816, 350, 984]
vaccine-headline: ರಾಸುಗಳಿಗೆ ಲಸಿಕೆ ಹಾಕಿಸಿ	[725, 294, 867, 315]
legal-notice	[470, 1030, 580, 1226]
legal-notice-case-number: ಇ.ಪಿ. ನಂ: 18/2025	[269, 1180, 317, 1186]
stadium-dateline: ಬೇಲೂರು:	[320, 718, 346, 727]
legal-notice-footer: ದಿನಾಂಕ: 22.04.2025 ವಕೀಲರು, ಹಾಸನ	[122, 1291, 197, 1298]
legal-notice-header: ಪ್ರಧಾನ ಸಿವಿಲ್ ನ್ಯಾಯಾಧೀಶರು ಮತ್ತು ಜೆ.ಎಂ.ಎಫ್.ಸಿ. ನ್ಯಾಯಾಲಯ	[243, 820, 343, 833]
print-marks-left	[30, 1424, 78, 1434]
legal-notice-body: ವಾದಿ: ಶ್ರೀ ಕೃಷ್ಣೇಗೌಡ ಬಿನ್ ಲೇಟ್ ತಿಮ್ಮೇಗೌಡ, ವಯಸ್ಸು 58 ವರ್ಷ, ವ್ಯವಸಾಯ, ವಾಸ ಹಾಸನ ತಾಲೂಕು. ಪ್ರತಿವಾದಿ: ಶ್ರೀ ರಾಮೇಗೌಡ ಮತ್ತು ಇತರರು. ಈ ಮೇಲ್ಕಂಡ ದಾವೆಗೆ ಸಂಬಂಧಿಸಿದಂತೆ ದಿನಾಂಕ 28-05-2025 ರಂದು ಬೆಳಿಗ್ಗೆ 11 ಗಂಟೆಗೆ ನ್ಯಾಯಾಲಯಕ್ಕೆ ಹಾಜರಾಗಲು ಸೂಚಿಸಲಾಗಿದೆ. ತಪ್ಪಿದಲ್ಲಿ ಏಕಪಕ್ಷೀಯವಾಗಿ ವಿಚಾರಣೆ ನಡೆಸಲಾಗುವುದು. ಸರ್ವೆ ನಂ. 45/2 ರಲ್ಲಿ 1 ಎಕರೆ 20 ಗುಂಟೆ ಜಮೀನು. ನ್ಯಾಯಾಲಯದ ಆದೇಶದ ಮೇರೆಗೆ. ಶಿರಸ್ತೇದಾರರು, ನ್ಯಾಯಾಲಯ, ಹಾಸನ. ವಾದಿ: ಶ್ರೀ ಕೃಷ್ಣೇಗೌಡ ಬಿನ್ ಲೇಟ್ ತಿಮ್ಮೇಗೌಡ, ವಯಸ್ಸು 58 ವರ್ಷ, ವ್ಯವಸಾಯ, ವಾಸ ಹಾಸನ ತಾಲೂಕು. ಪ್ರತಿವಾದಿ: ಶ್ರೀ ರಾಮೇಗೌಡ ಮತ್ತು ಇತರರು. ಈ ಮೇಲ್ಕಂಡ ದಾವೆಗೆ ಸಂಬಂಧಿಸಿದಂತೆ ದಿನಾಂಕ 28-05-2025 ರಂದು ಬೆಳಿಗ್ಗೆ 11 ಗಂಟೆಗೆ ನ್ಯಾಯಾಲಯಕ್ಕೆ ಹಾಜರಾಗಲು ಸೂಚಿಸಲಾಗಿದೆ. ತಪ್ಪಿದಲ್ಲಿ ಏಕಪಕ್ಷೀಯವಾಗಿ ವಿಚಾರಣೆ ನಡೆಸಲಾಗುವುದು. ಸರ್ವೆ ನಂ. 45/2 ರಲ್ಲಿ 1 ಎಕರೆ 20 ಗುಂಟೆ ಜಮೀನು. ನ್ಯಾಯಾಲಯದ ಆದೇಶದ ಮೇರೆಗೆ. ಶಿರಸ್ತೇದಾರರು, ನ್ಯಾಯಾಲಯ, ಹಾಸನ.	[816, 1241, 916, 1344]
section-divider	[198, 286, 920, 287]
legal-notice-header: ಪ್ರಧಾನ ಸಿವಿಲ್ ನ್ಯಾಯಾಧೀಶರು ಮತ್ತು ಜೆ.ಎಂ.ಎಫ್.ಸಿ. ನ್ಯಾಯಾಲಯ	[243, 992, 343, 1005]
legal-notice-case-number: ಪಿ.ಅ‌ರ್. ನಂ: 19/2016	[839, 834, 893, 840]
women-group-caption: ಬೇಲೂರು ತಾಲೂಕಿನ ಅರೇಹಳ್ಳಿ ಪುಟ್ಟಗಿರಿ ಗ್ರಾಮೀಣಾಭಿವೃದ್ಧಿ ಮಹಿಳಾ ಸಂಘದ ಸದಸ್ಯರಿಗೆ ಹೊಸದುರ್ಗದಲ್ಲಿ ನಡೆಯುವ ಮಹಿಳಾ ಸಮಾವೇಶ ಮತ್ತು ಸಾಂಸ್ಕೃತಿಕ ಉತ್ಸವ ಆಹ್ವಾನ ನೀಡಲಾಯಿತು.	[15, 841, 212, 872]
legal-notice	[236, 988, 350, 1158]
legal-notice-footer: ದಿನಾಂಕ: 22.04.2025 ವಕೀಲರು, ಹಾಸನ	[240, 1119, 315, 1126]
edition-title: ಹಾಸನ	[420, 2, 496, 42]
legal-notice-header: ಹಿರಿಯ ಸಿವಿಲ್ ನ್ಯಾಯಾಧೀಶರು ಮತ್ತು ಸಿ.ಜೆ.ಎಂ. ನ್ಯಾಯಾಲಯ, ಹಾಸನ	[595, 820, 683, 833]
legal-notice-header: ಪ್ರಧಾನ ಸಿವಿಲ್ ನ್ಯಾಯಾಧೀಶರು ಮತ್ತು ಜೆ.ಎಂ.ಎಫ್.ಸಿ. ನ್ಯಾಯಾಲಯ	[360, 1222, 460, 1235]
legal-notice	[584, 1234, 694, 1422]
legal-notice-footer: ದಿನಾಂಕ: 22.04.2025 ವಕೀಲರು, ಹಾಸನ	[358, 1349, 433, 1356]
legal-notice-footer: ದಿನಾಂಕ: 22.04.2025 ವಕೀಲರು, ಹಾಸನ	[358, 1119, 433, 1126]
legal-notice-body: ವಾದಿ: ಶ್ರೀ ಕೃಷ್ಣೇಗೌಡ ಬಿನ್ ಲೇಟ್ ತಿಮ್ಮೇಗೌಡ, ವಯಸ್ಸು 58 ವರ್ಷ, ವ್ಯವಸಾಯ, ವಾಸ ಹಾಸನ ತಾಲೂಕು. ಪ್ರತಿವಾದಿ: ಶ್ರೀ ರಾಮೇಗೌಡ ಮತ್ತು ಇತರರು. ಈ ಮೇಲ್ಕಂಡ ದಾವೆಗೆ ಸಂಬಂಧಿಸಿದಂತೆ ದಿನಾಂಕ 28-05-2025 ರಂದು ಬೆಳಿಗ್ಗೆ 11 ಗಂಟೆಗೆ ನ್ಯಾಯಾಲಯಕ್ಕೆ ಹಾಜರಾಗಲು ಸೂಚಿಸಲಾಗಿದೆ. ತಪ್ಪಿದಲ್ಲಿ ಏಕಪಕ್ಷೀಯವಾಗಿ ವಿಚಾರಣೆ ನಡೆಸಲಾಗುವುದು. ಸರ್ವೆ ನಂ. 45/2 ರಲ್ಲಿ 1 ಎಕರೆ 20 ಗುಂಟೆ ಜಮೀನು. ನ್ಯಾಯಾಲಯದ ಆದೇಶದ ಮೇರೆಗೆ. ಶಿರಸ್ತೇದಾರರು, ನ್ಯಾಯಾಲಯ, ಹಾಸನ. ವಾದಿ: ಶ್ರೀ ಕೃಷ್ಣೇಗೌಡ ಬಿನ್ ಲೇಟ್ ತಿಮ್ಮೇಗೌಡ, ವಯಸ್ಸು 58 ವರ್ಷ, ವ್ಯವಸಾಯ, ವಾಸ ಹಾಸನ ತಾಲೂಕು. ಪ್ರತಿವಾದಿ: ಶ್ರೀ ರಾಮೇಗೌಡ ಮತ್ತು ಇತರರು. ಈ ಮೇಲ್ಕಂಡ ದಾವೆಗೆ ಸಂಬಂಧಿಸಿದಂತೆ ದಿನಾಂಕ 28-05-2025 ರಂದು ಬೆಳಿಗ್ಗೆ 11 ಗಂಟೆಗೆ ನ್ಯಾಯಾಲಯಕ್ಕೆ ಹಾಜರಾಗಲು ಸೂಚಿಸಲಾಗಿದೆ. ತಪ್ಪಿದಲ್ಲಿ ಏಕಪಕ್ಷೀಯವಾಗಿ ವಿಚಾರಣೆ ನಡೆಸಲಾಗುವುದು. ಸರ್ವೆ ನಂ. 45/2 ರಲ್ಲಿ 1 ಎಕರೆ 20 ಗುಂಟೆ ಜಮೀನು. ನ್ಯಾಯಾಲಯದ ಆದೇಶದ ಮೇರೆಗೆ. ಶಿರಸ್ತೇದಾರರು, ನ್ಯಾಯಾಲಯ, ಹಾಸನ.	[122, 1187, 228, 1290]
border-inset	[358, 526, 508, 676]
main-dateline: ಹಾಸನ:	[202, 374, 221, 383]
legal-notice-header: ಹಿರಿಯ ಸಿವಿಲ್ ನ್ಯಾಯಾಧೀಶರು ಮತ್ತು ಸಿ.ಜೆ.ಎಂ. ನ್ಯಾಯಾಲಯ, ಹಾಸನ	[481, 1234, 569, 1247]
print-marks-right	[860, 1424, 908, 1434]
legal-notice-footer: ದಿನಾಂಕ: 22.04.2025 ವಕೀಲರು, ಹಾಸನ	[702, 947, 777, 954]
meeting-photo	[202, 70, 424, 232]
legal-notice	[698, 816, 808, 1026]
legal-notice-body: ವಾದಿ: ಶ್ರೀ ಕೃಷ್ಣೇಗೌಡ ಬಿನ್ ಲೇಟ್ ತಿಮ್ಮೇಗೌಡ, ವಯಸ್ಸು 58 ವರ್ಷ, ವ್ಯವಸಾಯ, ವಾಸ ಹಾಸನ ತಾಲೂಕು. ಪ್ರತಿವಾದಿ: ಶ್ರೀ ರಾಮೇಗೌಡ ಮತ್ತು ಇತರರು. ಈ ಮೇಲ್ಕಂಡ ದಾವೆಗೆ ಸಂಬಂಧಿಸಿದಂತೆ ದಿನಾಂಕ 28-05-2025 ರಂದು ಬೆಳಿಗ್ಗೆ 11 ಗಂಟೆಗೆ ನ್ಯಾಯಾಲಯಕ್ಕೆ ಹಾಜರಾಗಲು ಸೂಚಿಸಲಾಗಿದೆ. ತಪ್ಪಿದಲ್ಲಿ ಏಕಪಕ್ಷೀಯವಾಗಿ ವಿಚಾರಣೆ ನಡೆಸಲಾಗುವುದು. ಸರ್ವೆ ನಂ. 45/2 ರಲ್ಲಿ 1 ಎಕರೆ 20 ಗುಂಟೆ ಜಮೀನು. ನ್ಯಾಯಾಲಯದ ಆದೇಶದ ಮೇರೆಗೆ. ಶಿರಸ್ತೇದಾರರು, ನ್ಯಾಯಾಲಯ, ಹಾಸನ. ವಾದಿ: ಶ್ರೀ ಕೃಷ್ಣೇಗೌಡ ಬಿನ್ ಲೇಟ್ ತಿಮ್ಮೇಗೌಡ, ವಯಸ್ಸು 58 ವರ್ಷ, ವ್ಯವಸಾಯ, ವಾಸ ಹಾಸನ ತಾಲೂಕು. ಪ್ರತಿವಾದಿ: ಶ್ರೀ ರಾಮೇಗೌಡ ಮತ್ತು ಇತರರು. ಈ ಮೇಲ್ಕಂಡ ದಾವೆಗೆ ಸಂಬಂಧಿಸಿದಂತೆ ದಿನಾಂಕ 28-05-2025 ರಂದು ಬೆಳಿಗ್ಗೆ 11 ಗಂಟೆಗೆ ನ್ಯಾಯಾಲಯಕ್ಕೆ ಹಾಜರಾಗಲು ಸೂಚಿಸಲಾಗಿದೆ. ತಪ್ಪಿದಲ್ಲಿ ಏಕಪಕ್ಷೀಯವಾಗಿ ವಿಚಾರಣೆ ನಡೆಸಲಾಗುವುದು. ಸರ್ವೆ ನಂ. 45/2 ರಲ್ಲಿ 1 ಎಕರೆ 20 ಗುಂಟೆ ಜಮೀನು. ನ್ಯಾಯಾಲಯದ ಆದೇಶದ ಮೇರೆಗೆ. ಶಿರಸ್ತೇದಾರರು, ನ್ಯಾಯಾಲಯ, ಹಾಸನ.	[588, 843, 690, 946]
punishment-headline: ಉಗ್ರರಿಗೆ ತಕ್ಕ ಶಿಕ್ಷೆ ನೀಡಲು ಆಗ್ರಹ	[15, 907, 154, 922]
basava-headline: ಏ.30ರಂದು ಬಸವ ಜಯಂತಿ	[15, 562, 150, 578]
legal-notice-footer: ದಿನಾಂಕ: 22.04.2025 ವಕೀಲರು, ಹಾಸನ	[474, 1361, 549, 1368]
legal-notice-case-number: ಎಂ.ಸಿ. ನಂ: 41/2024	[614, 1048, 664, 1054]
legal-notice	[470, 816, 580, 984]
basava-dateline: ಅರಸೀಕೆರೆ:	[15, 582, 40, 591]
legal-notice-footer: ದಿನಾಂಕ: 22.04.2025 ವಕೀಲರು, ಹಾಸನ	[816, 1161, 891, 1168]
legal-notice-footer: ದಿನಾಂಕ: 22.04.2025 ವಕೀಲರು, ಹಾಸನ	[240, 947, 315, 954]
kirusuddi-headline	[15, 118, 195, 148]
legal-notice-footer: ದಿನಾಂಕ: 22.04.2025 ವಕೀಲರು, ಹಾಸನ	[588, 947, 663, 954]
legal-notice	[470, 1230, 580, 1422]
legal-notice-body: ವಾದಿ: ಶ್ರೀ ಕೃಷ್ಣೇಗೌಡ ಬಿನ್ ಲೇಟ್ ತಿಮ್ಮೇಗೌಡ, ವಯಸ್ಸು 58 ವರ್ಷ, ವ್ಯವಸಾಯ, ವಾಸ ಹಾಸನ ತಾಲೂಕು. ಪ್ರತಿವಾದಿ: ಶ್ರೀ ರಾಮೇಗೌಡ ಮತ್ತು ಇತರರು. ಈ ಮೇಲ್ಕಂಡ ದಾವೆಗೆ ಸಂಬಂಧಿಸಿದಂತೆ ದಿನಾಂಕ 28-05-2025 ರಂದು ಬೆಳಿಗ್ಗೆ 11 ಗಂಟೆಗೆ ನ್ಯಾಯಾಲಯಕ್ಕೆ ಹಾಜರಾಗಲು ಸೂಚಿಸಲಾಗಿದೆ. ತಪ್ಪಿದಲ್ಲಿ ಏಕಪಕ್ಷೀಯವಾಗಿ ವಿಚಾರಣೆ ನಡೆಸಲಾಗುವುದು. ಸರ್ವೆ ನಂ. 45/2 ರಲ್ಲಿ 1 ಎಕರೆ 20 ಗುಂಟೆ ಜಮೀನು. ನ್ಯಾಯಾಲಯದ ಆದೇಶದ ಮೇರೆಗೆ. ಶಿರಸ್ತೇದಾರರು, ನ್ಯಾಯಾಲಯ, ಹಾಸನ. ವಾದಿ: ಶ್ರೀ ಕೃಷ್ಣೇಗೌಡ ಬಿನ್ ಲೇಟ್ ತಿಮ್ಮೇಗೌಡ, ವಯಸ್ಸು 58 ವರ್ಷ, ವ್ಯವಸಾಯ, ವಾಸ ಹಾಸನ ತಾಲೂಕು. ಪ್ರತಿವಾದಿ: ಶ್ರೀ ರಾಮೇಗೌಡ ಮತ್ತು ಇತರರು. ಈ ಮೇಲ್ಕಂಡ ದಾವೆಗೆ ಸಂಬಂಧಿಸಿದಂತೆ ದಿನಾಂಕ 28-05-2025 ರಂದು ಬೆಳಿಗ್ಗೆ 11 ಗಂಟೆಗೆ ನ್ಯಾಯಾಲಯಕ್ಕೆ ಹಾಜರಾಗಲು ಸೂಚಿಸಲಾಗಿದೆ. ತಪ್ಪಿದಲ್ಲಿ ಏಕಪಕ್ಷೀಯವಾಗಿ ವಿಚಾರಣೆ ನಡೆಸಲಾಗುವುದು. ಸರ್ವೆ ನಂ. 45/2 ರಲ್ಲಿ 1 ಎಕರೆ 20 ಗುಂಟೆ ಜಮೀನು. ನ್ಯಾಯಾಲಯದ ಆದೇಶದ ಮೇರೆಗೆ. ಶಿರಸ್ತೇದಾರರು, ನ್ಯಾಯಾಲಯ, ಹಾಸನ.	[816, 1057, 916, 1160]
main-kicker: ಉಗ್ರ ದಾಳಿ ಖಂಡಿಸಿ ಹಿಂದೂಪರ ಸಂಘಟನೆಗಳಿಂದ ಪ್ರತಿಭಟನೆ	[289, 290, 575, 308]
legal-notice	[118, 1160, 232, 1422]
ribbon	[504, 776, 574, 780]
masthead	[0, 0, 945, 48]
paper-name: ಹೊಸದಿಗಂತ	[64, 6, 146, 30]
legal-notice-footer: ದಿನಾಂಕ: 22.04.2025 ವಕೀಲರು, ಹಾಸನ	[588, 1161, 663, 1168]
masthead-divider	[0, 50, 945, 51]
stadium-body-continued: ಪಟ್ಟಣದಲ್ಲಿ ಕ್ರೀಡಾಪಟುಗಳ ಅನುಕೂಲಕ್ಕಾಗಿ ಸುಸಜ್ಜಿತ ಒಳಾಂಗಣ ಕ್ರೀಡಾಂಗಣ ನಿರ್ಮಿಸಬೇಕು ಎಂದು ಕ್ರೀಡಾಭಿಮಾನಿಗಳು ಒತ್ತಾಯಿಸಿದರು. ಪ್ರಥಮ ದರ್ಜೆ ಕಾಲೇಜಿನ ಆವರಣದಲ್ಲಿ ನಡೆದ ಕಾರ್ಯಕ್ರಮದಲ್ಲಿ ಮಾತನಾಡಿದರು. ವಿಶ್ವವಿದ್ಯಾಲಯ ಮಟ್ಟದ ಅಂತರ ಕಾಲೇಜು ಪಂದ್ಯಾವಳಿಯಲ್ಲಿ ವಿಜೇತರಾದ ಕ್ರೀಡಾಪಟುಗಳನ್ನು ಸನ್ಮಾನಿಸಲಾಯಿತು. ಕಾಲೇಜಿನ ಪ್ರಾಂಶುಪಾಲರು ಹಾಗೂ ಉಪನ್ಯಾಸಕರು ಹಾಜರಿದ್ದರು.	[610, 718, 918, 759]
kirusuddi-dateline: ಹಾಸನ:	[15, 153, 34, 162]
legal-notice-header: ಹಿರಿಯ ಸಿವಿಲ್ ನ್ಯಾಯಾಧೀಶರು ಮತ್ತು ಸಿ.ಜೆ.ಎಂ. ನ್ಯಾಯಾಲಯ, ಹಾಸನ	[822, 820, 910, 833]
print-marks-center	[440, 1424, 488, 1434]
vaccine-dateline: ಹಾಸನ:	[674, 324, 693, 333]
legal-notice-case-number: ಪಿ.ಆ‌ರ್. ನಂ: 230/2025	[496, 834, 554, 840]
protest-photo-right	[700, 66, 918, 236]
basava-body: ಬಸವ ಸೇವಾ ಸಮಿತಿ ವತಿಯಿಂದ ಏಪ್ರಿಲ್ 30ರಂದು ಬೆಳಿಗ್ಗೆ 10.30ಕ್ಕೆ ನಗರದ ಸಮುದಾಯ ಭವನದಲ್ಲಿ ಬಸವ ಜಯಂತಿ ಕಾರ್ಯಕ್ರಮ ಆಯೋಜಿಸಲಾಗಿದೆ. ಸಮಾಜದ ಮುಖಂಡರು, ಜನಪ್ರತಿನಿಧಿಗಳು ಭಾಗವಹಿಸಲಿದ್ದು, ಸಾರ್ವಜನಿಕರು ಪಾಲ್ಗೊಳ್ಳಬೇಕು ಎಂದು ಸಮಿತಿ ಅಧ್ಯಕ್ಷ ಮನವಿ ಮಾಡಿದ್ದಾರೆ.	[15, 582, 195, 633]
legal-notice	[354, 816, 466, 984]
legal-notice-body: ವಾದಿ: ಶ್ರೀ ಕೃಷ್ಣೇಗೌಡ ಬಿನ್ ಲೇಟ್ ತಿಮ್ಮೇಗೌಡ, ವಯಸ್ಸು 58 ವರ್ಷ, ವ್ಯವಸಾಯ, ವಾಸ ಹಾಸನ ತಾಲೂಕು. ಪ್ರತಿವಾದಿ: ಶ್ರೀ ರಾಮೇಗೌಡ ಮತ್ತು ಇತರರು. ಈ ಮೇಲ್ಕಂಡ ದಾವೆಗೆ ಸಂಬಂಧಿಸಿದಂತೆ ದಿನಾಂಕ 28-05-2025 ರಂದು ಬೆಳಿಗ್ಗೆ 11 ಗಂಟೆಗೆ ನ್ಯಾಯಾಲಯಕ್ಕೆ ಹಾಜರಾಗಲು ಸೂಚಿಸಲಾಗಿದೆ. ತಪ್ಪಿದಲ್ಲಿ ಏಕಪಕ್ಷೀಯವಾಗಿ ವಿಚಾರಣೆ ನಡೆಸಲಾಗುವುದು. ಸರ್ವೆ ನಂ. 45/2 ರಲ್ಲಿ 1 ಎಕರೆ 20 ಗುಂಟೆ ಜಮೀನು. ನ್ಯಾಯಾಲಯದ ಆದೇಶದ ಮೇರೆಗೆ. ಶಿರಸ್ತೇದಾರರು, ನ್ಯಾಯಾಲಯ, ಹಾಸನ. ವಾದಿ: ಶ್ರೀ ಕೃಷ್ಣೇಗೌಡ ಬಿನ್ ಲೇಟ್ ತಿಮ್ಮೇಗೌಡ, ವಯಸ್ಸು 58 ವರ್ಷ, ವ್ಯವಸಾಯ, ವಾಸ ಹಾಸನ ತಾಲೂಕು. ಪ್ರತಿವಾದಿ: ಶ್ರೀ ರಾಮೇಗೌಡ ಮತ್ತು ಇತರರು. ಈ ಮೇಲ್ಕಂಡ ದಾವೆಗೆ ಸಂಬಂಧಿಸಿದಂತೆ ದಿನಾಂಕ 28-05-2025 ರಂದು ಬೆಳಿಗ್ಗೆ 11 ಗಂಟೆಗೆ ನ್ಯಾಯಾಲಯಕ್ಕೆ ಹಾಜರಾಗಲು ಸೂಚಿಸಲಾಗಿದೆ. ತಪ್ಪಿದಲ್ಲಿ ಏಕಪಕ್ಷೀಯವಾಗಿ ವಿಚಾರಣೆ ನಡೆಸಲಾಗುವುದು. ಸರ್ವೆ ನಂ. 45/2 ರಲ್ಲಿ 1 ಎಕರೆ 20 ಗುಂಟೆ ಜಮೀನು. ನ್ಯಾಯಾಲಯದ ಆದೇಶದ ಮೇರೆಗೆ. ಶಿರಸ್ತೇದಾರರು, ನ್ಯಾಯಾಲಯ, ಹಾಸನ.	[358, 1015, 463, 1118]
column-rule	[668, 290, 669, 705]
legal-notice-case-number: ಎಂ.ಸಿ. ನಂ: 41/2024	[614, 834, 664, 840]
legal-notice-body: ವಾದಿ: ಶ್ರೀ ಕೃಷ್ಣೇಗೌಡ ಬಿನ್ ಲೇಟ್ ತಿಮ್ಮೇಗೌಡ, ವಯಸ್ಸು 58 ವರ್ಷ, ವ್ಯವಸಾಯ, ವಾಸ ಹಾಸನ ತಾಲೂಕು. ಪ್ರತಿವಾದಿ: ಶ್ರೀ ರಾಮೇಗೌಡ ಮತ್ತು ಇತರರು. ಈ ಮೇಲ್ಕಂಡ ದಾವೆಗೆ ಸಂಬಂಧಿಸಿದಂತೆ ದಿನಾಂಕ 28-05-2025 ರಂದು ಬೆಳಿಗ್ಗೆ 11 ಗಂಟೆಗೆ ನ್ಯಾಯಾಲಯಕ್ಕೆ ಹಾಜರಾಗಲು ಸೂಚಿಸಲಾಗಿದೆ. ತಪ್ಪಿದಲ್ಲಿ ಏಕಪಕ್ಷೀಯವಾಗಿ ವಿಚಾರಣೆ ನಡೆಸಲಾಗುವುದು. ಸರ್ವೆ ನಂ. 45/2 ರಲ್ಲಿ 1 ಎಕರೆ 20 ಗುಂಟೆ ಜಮೀನು. ನ್ಯಾಯಾಲಯದ ಆದೇಶದ ಮೇರೆಗೆ. ಶಿರಸ್ತೇದಾರರು, ನ್ಯಾಯಾಲಯ, ಹಾಸನ. ವಾದಿ: ಶ್ರೀ ಕೃಷ್ಣೇಗೌಡ ಬಿನ್ ಲೇಟ್ ತಿಮ್ಮೇಗೌಡ, ವಯಸ್ಸು 58 ವರ್ಷ, ವ್ಯವಸಾಯ, ವಾಸ ಹಾಸನ ತಾಲೂಕು. ಪ್ರತಿವಾದಿ: ಶ್ರೀ ರಾಮೇಗೌಡ ಮತ್ತು ಇತರರು. ಈ ಮೇಲ್ಕಂಡ ದಾವೆಗೆ ಸಂಬಂಧಿಸಿದಂತೆ ದಿನಾಂಕ 28-05-2025 ರಂದು ಬೆಳಿಗ್ಗೆ 11 ಗಂಟೆಗೆ ನ್ಯಾಯಾಲಯಕ್ಕೆ ಹಾಜರಾಗಲು ಸೂಚಿಸಲಾಗಿದೆ. ತಪ್ಪಿದಲ್ಲಿ ಏಕಪಕ್ಷೀಯವಾಗಿ ವಿಚಾರಣೆ ನಡೆಸಲಾಗುವುದು. ಸರ್ವೆ ನಂ. 45/2 ರಲ್ಲಿ 1 ಎಕರೆ 20 ಗುಂಟೆ ಜಮೀನು. ನ್ಯಾಯಾಲಯದ ಆದೇಶದ ಮೇರೆಗೆ. ಶಿರಸ್ತೇದಾರರು, ನ್ಯಾಯಾಲಯ, ಹಾಸನ.	[702, 843, 804, 946]
vaccine-body: ಜಿಲ್ಲೆಯ ಎಲ್ಲ ರೈತರು ತಮ್ಮ ಜಾನುವಾರುಗಳಿಗೆ ಕಾಲು-ಬಾಯಿ ರೋಗದ ವಿರುದ್ಧ ಲಸಿಕೆ ಹಾಕಿಸಬೇಕು ಎಂದು ಜಿಲ್ಲಾ ಪಂಚಾಯಿತಿ ಮುಖ್ಯ ಕಾರ್ಯನಿರ್ವಹಣಾಧಿಕಾರಿ ಮನವಿ ಮಾಡಿದರು. ಪಶುಪಾಲನಾ ಇಲಾಖೆ ವತಿಯಿಂದ ಹಮ್ಮಿಕೊಂಡಿದ್ದ ಲಸಿಕಾ ಅಭಿಯಾನಕ್ಕೆ ಚಾಲನೆ ನೀಡಿ ಮಾತನಾಡಿದ ಅವರು, ಜಿಲ್ಲೆಯಲ್ಲಿ ಮನೆ ಮನೆಗೆ ತೆರಳಿ ಉಚಿತವಾಗಿ ಲಸಿಕೆ ಹಾಕಲಾಗುತ್ತದೆ. ರೋಗ ತಡೆಗಟ್ಟಲು ರೈತರು ಸಹಕರಿಸಬೇಕು. ಲಸಿಕೆ ಹಾಕಿಸಿದ ರಾಸುಗಳಿಗೆ ಕಿವಿ ಓಲೆ ಅಳವಡಿಸಲಾಗುವುದು. ಪಶುಪಾಲನಾ ಇಲಾಖೆ ಉಪನಿರ್ದೇಶಕರು ಮಾತನಾಡಿ, ಜಿಲ್ಲೆಯಲ್ಲಿ ಲಕ್ಷಾಂತರ ಜಾನುವಾರುಗಳಿದ್ದು ಅಭಿಯಾನ ಒಂದು ತಿಂಗಳ ಕಾಲ ನಡೆಯಲಿದೆ ಎಂದರು. ಇಲಾಖೆ ಅಧಿಕಾರಿಗಳು ಉಪಸ್ಥಿತರಿದ್ದರು.	[674, 324, 918, 407]
legal-notice	[812, 816, 920, 1026]
legal-notice-footer: ದಿನಾಂಕ: 22.04.2025 ವಕೀಲರು, ಹಾಸನ	[358, 947, 433, 954]
legal-notice	[698, 1234, 808, 1422]
legal-notice-case-number: ಓ.ಎಸ್. ನಂ: 39/2025	[148, 1178, 202, 1184]
legal-notice-case-number: ಪಿ.ಆ‌ರ್. ನಂ: 230/2025	[496, 1048, 554, 1054]
legal-notice-header: ಹಿರಿಯ ಸಿವಿಲ್ ನ್ಯಾಯಾಧೀಶರು ಮತ್ತು ಸಿ.ಜೆ.ಎಂ. ನ್ಯಾಯಾಲಯ, ಹಾಸನ	[822, 1034, 910, 1047]
vaccine-banner	[794, 640, 904, 670]
vaccine-photo	[674, 634, 918, 704]
vaccine-article	[674, 324, 918, 630]
inset-body: ಬಂಗಾಳದ ಹಾಗೂ ಕಾಶ್ಮೀರದ ಗಡಿ ಭಾಗದಲ್ಲಿ ಭದ್ರತೆಯನ್ನು ಹೆಚ್ಚಿಸಬೇಕು. ಒಳನುಸುಳುಕೋರರನ್ನು ಗುರುತಿಸಿ ಹೊರಹಾಕಬೇಕು. ಗಡಿಯಲ್ಲಿ 450 ಕಿ.ಮೀ ಉದ್ದದ ಬೇಲಿ ನಿರ್ಮಾಣ ಕಾರ್ಯ ಶೀಘ್ರ ಪೂರ್ಣಗೊಳಿಸಬೇಕು.	[363, 549, 503, 589]
temp-max-label: ಗರಿಷ್ಠ	[636, 6, 650, 15]
punishment-head	[15, 902, 225, 926]
inset-title: ಗಡಿಯಲ್ಲಿ ಭದ್ರತೆ ನೀಡಿ	[363, 531, 503, 545]
deputy-commissioner-board	[272, 110, 352, 136]
legal-notice-body: ವಾದಿ: ಶ್ರೀ ಕೃಷ್ಣೇಗೌಡ ಬಿನ್ ಲೇಟ್ ತಿಮ್ಮೇಗೌಡ, ವಯಸ್ಸು 58 ವರ್ಷ, ವ್ಯವಸಾಯ, ವಾಸ ಹಾಸನ ತಾಲೂಕು. ಪ್ರತಿವಾದಿ: ಶ್ರೀ ರಾಮೇಗೌಡ ಮತ್ತು ಇತರರು. ಈ ಮೇಲ್ಕಂಡ ದಾವೆಗೆ ಸಂಬಂಧಿಸಿದಂತೆ ದಿನಾಂಕ 28-05-2025 ರಂದು ಬೆಳಿಗ್ಗೆ 11 ಗಂಟೆಗೆ ನ್ಯಾಯಾಲಯಕ್ಕೆ ಹಾಜರಾಗಲು ಸೂಚಿಸಲಾಗಿದೆ. ತಪ್ಪಿದಲ್ಲಿ ಏಕಪಕ್ಷೀಯವಾಗಿ ವಿಚಾರಣೆ ನಡೆಸಲಾಗುವುದು. ಸರ್ವೆ ನಂ. 45/2 ರಲ್ಲಿ 1 ಎಕರೆ 20 ಗುಂಟೆ ಜಮೀನು. ನ್ಯಾಯಾಲಯದ ಆದೇಶದ ಮೇರೆಗೆ. ಶಿರಸ್ತೇದಾರರು, ನ್ಯಾಯಾಲಯ, ಹಾಸನ. ವಾದಿ: ಶ್ರೀ ಕೃಷ್ಣೇಗೌಡ ಬಿನ್ ಲೇಟ್ ತಿಮ್ಮೇಗೌಡ, ವಯಸ್ಸು 58 ವರ್ಷ, ವ್ಯವಸಾಯ, ವಾಸ ಹಾಸನ ತಾಲೂಕು. ಪ್ರತಿವಾದಿ: ಶ್ರೀ ರಾಮೇಗೌಡ ಮತ್ತು ಇತರರು. ಈ ಮೇಲ್ಕಂಡ ದಾವೆಗೆ ಸಂಬಂಧಿಸಿದಂತೆ ದಿನಾಂಕ 28-05-2025 ರಂದು ಬೆಳಿಗ್ಗೆ 11 ಗಂಟೆಗೆ ನ್ಯಾಯಾಲಯಕ್ಕೆ ಹಾಜರಾಗಲು ಸೂಚಿಸಲಾಗಿದೆ. ತಪ್ಪಿದಲ್ಲಿ ಏಕಪಕ್ಷೀಯವಾಗಿ ವಿಚಾರಣೆ ನಡೆಸಲಾಗುವುದು. ಸರ್ವೆ ನಂ. 45/2 ರಲ್ಲಿ 1 ಎಕರೆ 20 ಗುಂಟೆ ಜಮೀನು. ನ್ಯಾಯಾಲಯದ ಆದೇಶದ ಮೇರೆಗೆ. ಶಿರಸ್ತೇದಾರರು, ನ್ಯಾಯಾಲಯ, ಹಾಸನ.	[240, 1015, 346, 1118]
legal-notice-header: ಪ್ರಧಾನ ಸಿವಿಲ್ ನ್ಯಾಯಾಧೀಶರು ಮತ್ತು ಜೆ.ಎಂ.ಎಫ್.ಸಿ. ನ್ಯಾಯಾಲಯ	[816, 1218, 916, 1231]
temp-min-label: ಕನಿಷ್ಠ	[680, 6, 694, 15]
column-rule	[198, 58, 199, 708]
punishment-photo	[15, 930, 225, 1048]
legal-notice-footer: ದಿನಾಂಕ: 22.04.2025 ವಕೀಲರು, ಹಾಸನ	[702, 1161, 777, 1168]
notice-divider	[236, 813, 920, 814]
legal-notice-header: ಪ್ರಧಾನ ಸಿವಿಲ್ ನ್ಯಾಯಾಧೀಶರು ಮತ್ತು ಜೆ.ಎಂ.ಎಫ್.ಸಿ. ನ್ಯಾಯಾಲಯ	[475, 820, 575, 833]
legal-notice	[584, 1030, 694, 1230]
main-body: ಹಿಂದೂಗಳ ಮೇಲೆ ನಡೆಯುತ್ತಿರುವ ದಾಳಿಯನ್ನು ಖಂಡಿಸಿ ಹಿಂದೂಪರ ಸಂಘಟನೆಗಳ ಕಾರ್ಯಕರ್ತರು ಜಿಲ್ಲಾಧಿಕಾರಿ ಕಚೇರಿ ಎದುರು ಪ್ರತಿಭಟನೆ ನಡೆಸಿದರು. ಕಾಶ್ಮೀರದಲ್ಲಿ ಪ್ರವಾಸಿಗರ ಮೇಲೆ ನಡೆದ ಉಗ್ರರ ದಾಳಿಯಲ್ಲಿ ಅಮಾಯಕರು ಪ್ರಾಣ ಕಳೆದುಕೊಂಡಿದ್ದು, ಇಂತಹ ಕೃತ್ಯ ಎಸಗಿದವರಿಗೆ ಕಠಿಣ ಶಿಕ್ಷೆ ವಿಧಿಸಬೇಕು ಎಂದು ಆಗ್ರಹಿಸಿದರು. ನಗರದ ಹೇಮಾವತಿ ಪ್ರತಿಮೆ ಬಳಿಯಿಂದ ಮೆರವಣಿಗೆ ಹೊರಟ ಪ್ರತಿಭಟನಾಕಾರರು ಕೇಂದ್ರ ಸರ್ಕಾರ ಭಯೋತ್ಪಾದನೆ ವಿರುದ್ಧ ಕಠಿಣ ನಿಲುವು ತೆಗೆದುಕೊಳ್ಳಬೇಕು ಎಂದು ಘೋಷಣೆ ಕೂಗಿದರು. ದೇಶದ ಭದ್ರತೆಗೆ ಧಕ್ಕೆ ತರುವ ಶಕ್ತಿಗಳನ್ನು ಮಟ್ಟ ಹಾಕಬೇಕು. ಹಿಂದೂಗಳು ಎಲ್ಲಿಯೂ ಸುರಕ್ಷಿತವಾಗಿಲ್ಲ ಎಂಬ ಭಾವನೆ ಮೂಡುತ್ತಿದೆ ಎಂದು ಮುಖಂಡರು ಆತಂಕ ವ್ಯಕ್ತಪಡಿಸಿದರು. ಬಳಿಕ ಜಿಲ್ಲಾಧಿಕಾರಿ ಮೂಲಕ ರಾಷ್ಟ್ರಪತಿಗಳಿಗೆ ಮನವಿ ಸಲ್ಲಿಸಿದರು. ಸಂಘಟನೆಗಳ ಪದಾಧಿಕಾರಿಗಳು, ಕಾರ್ಯಕರ್ತರು ಪಾಲ್ಗೊಂಡಿದ್ದರು.	[202, 374, 352, 509]
edge-strip	[918, 4, 945, 44]
legal-notice-header: ಹಿರಿಯ ಸಿವಿಲ್ ನ್ಯಾಯಾಧೀಶರು ಮತ್ತು ಸಿ.ಜೆ.ಎಂ. ನ್ಯಾಯಾಲಯ, ಹಾಸನ	[366, 992, 454, 1005]
legal-notice-case-number: ಓ.ಎಸ್. ನಂ: 39/2025	[266, 834, 320, 840]
women-group-photo	[15, 716, 225, 836]
stadium-article	[320, 718, 470, 810]
legal-notice	[584, 816, 694, 1026]
basava-section	[15, 558, 195, 580]
legal-notice-body: ವಾದಿ: ಶ್ರೀ ಕೃಷ್ಣೇಗೌಡ ಬಿನ್ ಲೇಟ್ ತಿಮ್ಮೇಗೌಡ, ವಯಸ್ಸು 58 ವರ್ಷ, ವ್ಯವಸಾಯ, ವಾಸ ಹಾಸನ ತಾಲೂಕು. ಪ್ರತಿವಾದಿ: ಶ್ರೀ ರಾಮೇಗೌಡ ಮತ್ತು ಇತರರು. ಈ ಮೇಲ್ಕಂಡ ದಾವೆಗೆ ಸಂಬಂಧಿಸಿದಂತೆ ದಿನಾಂಕ 28-05-2025 ರಂದು ಬೆಳಿಗ್ಗೆ 11 ಗಂಟೆಗೆ ನ್ಯಾಯಾಲಯಕ್ಕೆ ಹಾಜರಾಗಲು ಸೂಚಿಸಲಾಗಿದೆ. ತಪ್ಪಿದಲ್ಲಿ ಏಕಪಕ್ಷೀಯವಾಗಿ ವಿಚಾರಣೆ ನಡೆಸಲಾಗುವುದು. ಸರ್ವೆ ನಂ. 45/2 ರಲ್ಲಿ 1 ಎಕರೆ 20 ಗುಂಟೆ ಜಮೀನು. ನ್ಯಾಯಾಲಯದ ಆದೇಶದ ಮೇರೆಗೆ. ಶಿರಸ್ತೇದಾರರು, ನ್ಯಾಯಾಲಯ, ಹಾಸನ. ವಾದಿ: ಶ್ರೀ ಕೃಷ್ಣೇಗೌಡ ಬಿನ್ ಲೇಟ್ ತಿಮ್ಮೇಗೌಡ, ವಯಸ್ಸು 58 ವರ್ಷ, ವ್ಯವಸಾಯ, ವಾಸ ಹಾಸನ ತಾಲೂಕು. ಪ್ರತಿವಾದಿ: ಶ್ರೀ ರಾಮೇಗೌಡ ಮತ್ತು ಇತರರು. ಈ ಮೇಲ್ಕಂಡ ದಾವೆಗೆ ಸಂಬಂಧಿಸಿದಂತೆ ದಿನಾಂಕ 28-05-2025 ರಂದು ಬೆಳಿಗ್ಗೆ 11 ಗಂಟೆಗೆ ನ್ಯಾಯಾಲಯಕ್ಕೆ ಹಾಜರಾಗಲು ಸೂಚಿಸಲಾಗಿದೆ. ತಪ್ಪಿದಲ್ಲಿ ಏಕಪಕ್ಷೀಯವಾಗಿ ವಿಚಾರಣೆ ನಡೆಸಲಾಗುವುದು. ಸರ್ವೆ ನಂ. 45/2 ರಲ್ಲಿ 1 ಎಕರೆ 20 ಗುಂಟೆ ಜಮೀನು. ನ್ಯಾಯಾಲಯದ ಆದೇಶದ ಮೇರೆಗೆ. ಶಿರಸ್ತೇದಾರರು, ನ್ಯಾಯಾಲಯ, ಹಾಸನ.	[588, 1261, 690, 1364]
meeting-photo-caption: ಹಾಸನ ನಗರದ ಜಿಲ್ಲಾಧಿಕಾರಿ ಕಚೇರಿ ಸಭಾಂಗಣದಲ್ಲಿ ಆಯೋಜಿಸಿದ್ದ ಅಧಿಕಾರಿಗಳ ಸಭೆಯನ್ನು ಉದ್ದೇಶಿಸಿ ಜಿಲ್ಲಾಧಿಕಾರಿ ಮಾತನಾಡಿದರು. ಹೆಚ್ಚುವರಿ ಜಿಲ್ಲಾಧಿಕಾರಿ ಇದ್ದರು.	[202, 237, 417, 257]
main-protest-photo	[358, 372, 664, 542]
legal-notice-footer: ದಿನಾಂಕ: 22.04.2025 ವಕೀಲರು, ಹಾಸನ	[588, 1365, 663, 1372]
committee-headline: ದೂರು ನಿವಾರಣೆಗೆ ಸಮಿತಿ ರಚಿಸಿ	[432, 66, 587, 84]
stadium-headline-1: ಒಳಾಂಗಣ	[254, 732, 298, 747]
legal-notice-case-number: ಇ.ಪಿ. ನಂ: 18/2025	[386, 834, 434, 840]
legal-notice-body: ವಾದಿ: ಶ್ರೀ ಕೃಷ್ಣೇಗೌಡ ಬಿನ್ ಲೇಟ್ ತಿಮ್ಮೇಗೌಡ, ವಯಸ್ಸು 58 ವರ್ಷ, ವ್ಯವಸಾಯ, ವಾಸ ಹಾಸನ ತಾಲೂಕು. ಪ್ರತಿವಾದಿ: ಶ್ರೀ ರಾಮೇಗೌಡ ಮತ್ತು ಇತರರು. ಈ ಮೇಲ್ಕಂಡ ದಾವೆಗೆ ಸಂಬಂಧಿಸಿದಂತೆ ದಿನಾಂಕ 28-05-2025 ರಂದು ಬೆಳಿಗ್ಗೆ 11 ಗಂಟೆಗೆ ನ್ಯಾಯಾಲಯಕ್ಕೆ ಹಾಜರಾಗಲು ಸೂಚಿಸಲಾಗಿದೆ. ತಪ್ಪಿದಲ್ಲಿ ಏಕಪಕ್ಷೀಯವಾಗಿ ವಿಚಾರಣೆ ನಡೆಸಲಾಗುವುದು. ಸರ್ವೆ ನಂ. 45/2 ರಲ್ಲಿ 1 ಎಕರೆ 20 ಗುಂಟೆ ಜಮೀನು. ನ್ಯಾಯಾಲಯದ ಆದೇಶದ ಮೇರೆಗೆ. ಶಿರಸ್ತೇದಾರರು, ನ್ಯಾಯಾಲಯ, ಹಾಸನ. ವಾದಿ: ಶ್ರೀ ಕೃಷ್ಣೇಗೌಡ ಬಿನ್ ಲೇಟ್ ತಿಮ್ಮೇಗೌಡ, ವಯಸ್ಸು 58 ವರ್ಷ, ವ್ಯವಸಾಯ, ವಾಸ ಹಾಸನ ತಾಲೂಕು. ಪ್ರತಿವಾದಿ: ಶ್ರೀ ರಾಮೇಗೌಡ ಮತ್ತು ಇತರರು. ಈ ಮೇಲ್ಕಂಡ ದಾವೆಗೆ ಸಂಬಂಧಿಸಿದಂತೆ ದಿನಾಂಕ 28-05-2025 ರಂದು ಬೆಳಿಗ್ಗೆ 11 ಗಂಟೆಗೆ ನ್ಯಾಯಾಲಯಕ್ಕೆ ಹಾಜರಾಗಲು ಸೂಚಿಸಲಾಗಿದೆ. ತಪ್ಪಿದಲ್ಲಿ ಏಕಪಕ್ಷೀಯವಾಗಿ ವಿಚಾರಣೆ ನಡೆಸಲಾಗುವುದು. ಸರ್ವೆ ನಂ. 45/2 ರಲ್ಲಿ 1 ಎಕರೆ 20 ಗುಂಟೆ ಜಮೀನು. ನ್ಯಾಯಾಲಯದ ಆದೇಶದ ಮೇರೆಗೆ. ಶಿರಸ್ತೇದಾರರು, ನ್ಯಾಯಾಲಯ, ಹಾಸನ.	[240, 843, 346, 946]
date-city: ಬೆಂಗಳೂರು	[830, 33, 864, 43]
legal-notice-header: ಪ್ರಧಾನ ಸಿವಿಲ್ ನ್ಯಾಯಾಧೀಶರು ಮತ್ತು ಜೆ.ಎಂ.ಎಫ್.ಸಿ. ನ್ಯಾಯಾಲಯ	[703, 1034, 803, 1047]
legal-notice-footer: ದಿನಾಂಕ: 22.04.2025 ವಕೀಲರು, ಹಾಸನ	[474, 947, 549, 954]
legal-notice-header: ಹಿರಿಯ ಸಿವಿಲ್ ನ್ಯಾಯಾಧೀಶರು ಮತ್ತು ಸಿ.ಜೆ.ಎಂ. ನ್ಯಾಯಾಲಯ, ಹಾಸನ	[709, 1238, 797, 1251]
